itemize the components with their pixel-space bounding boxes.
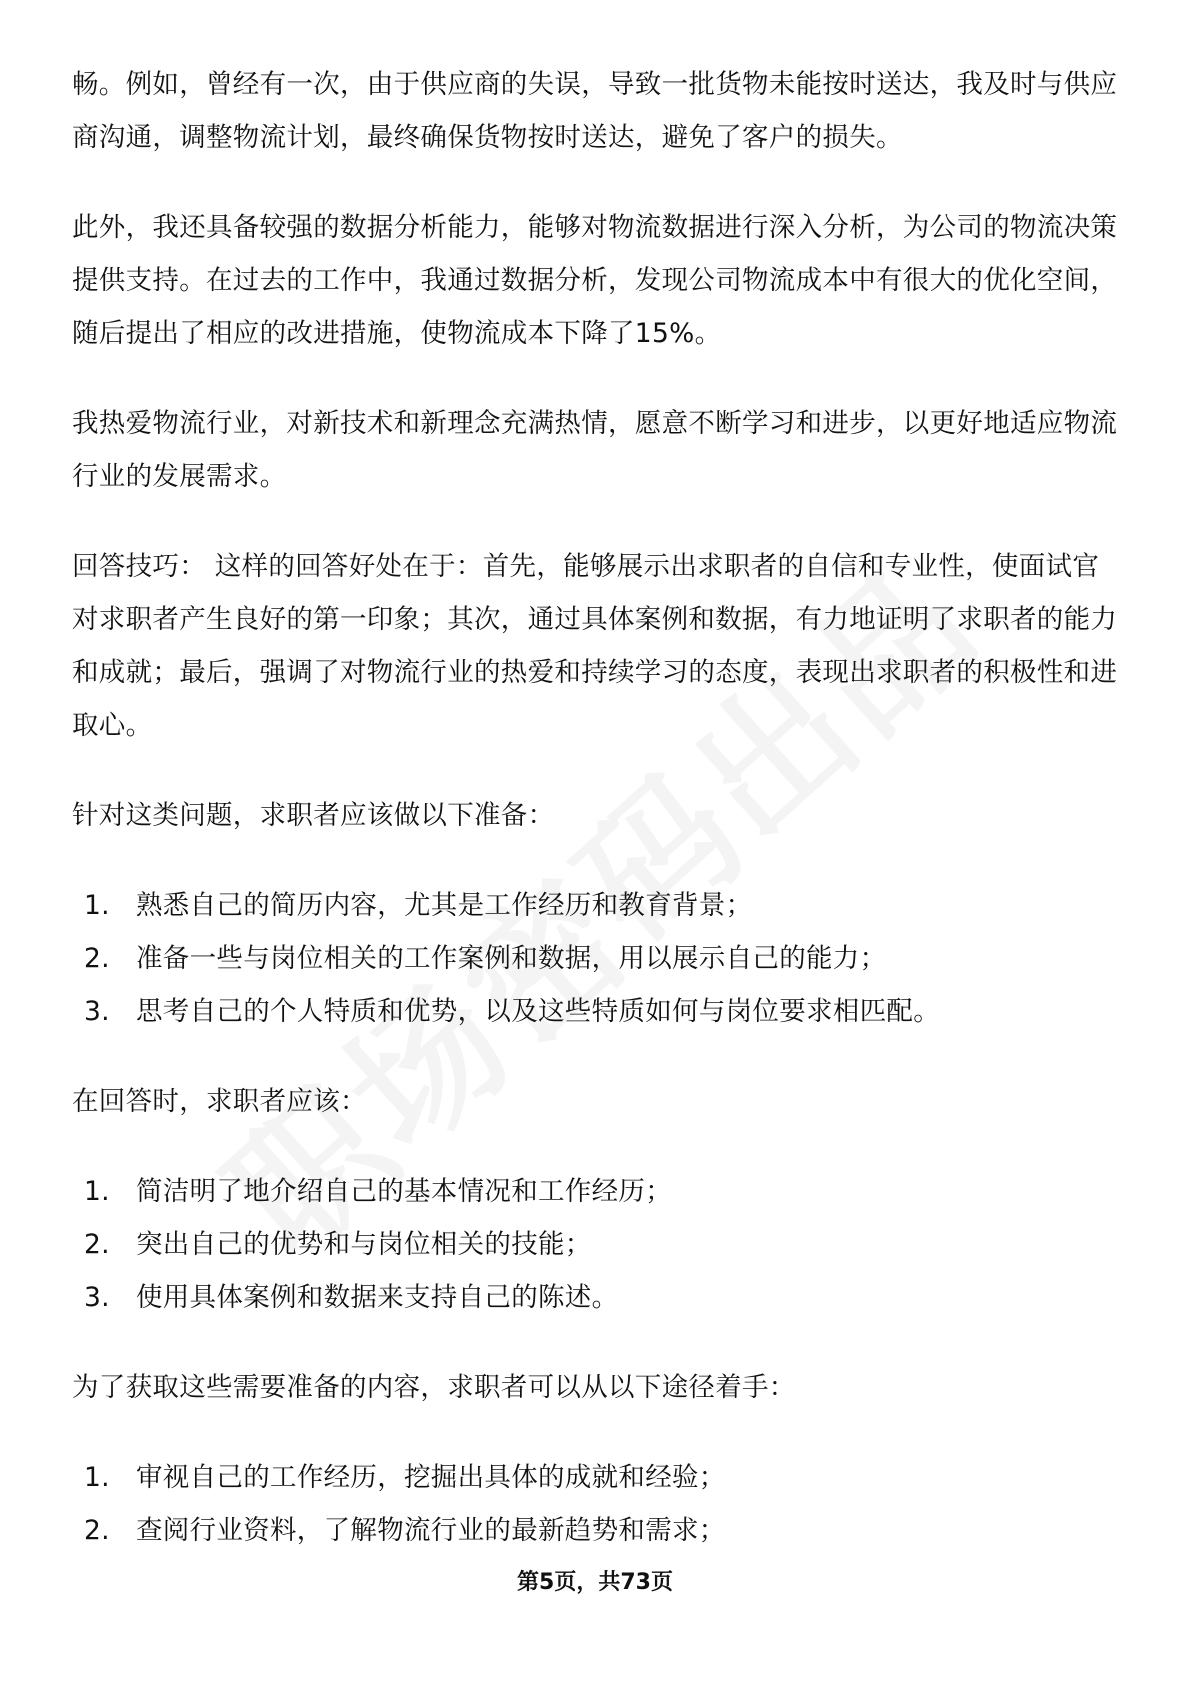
list-number: 2. xyxy=(84,1515,110,1546)
list-text: 突出自己的优势和与岗位相关的技能； xyxy=(136,1229,592,1260)
list-number: 2. xyxy=(84,1229,110,1260)
answer-intro: 在回答时，求职者应该： xyxy=(72,1086,367,1117)
prepare-list xyxy=(72,879,1122,1038)
list-item xyxy=(72,1451,1122,1504)
sources-intro: 为了获取这些需要准备的内容，求职者可以从以下途径着手： xyxy=(72,1372,796,1403)
list-item xyxy=(72,1504,1122,1557)
list-item xyxy=(72,932,1122,985)
paragraph-answer-tips: 回答技巧： 这样的回答好处在于：首先，能够展示出求职者的自信和专业性，使面试官对求职者产生良好的第一印象；其次，通过具体案例和数据，有力地证明了求职者的能力和成就；最后，强调了对物流行业的热爱和持续学习的态度，表现出求职者的积极性和进取心。 xyxy=(72,551,1118,741)
list-number: 2. xyxy=(84,943,110,974)
list-text: 准备一些与岗位相关的工作案例和数据，用以展示自己的能力； xyxy=(136,943,887,974)
list-text: 审视自己的工作经历，挖掘出具体的成就和经验； xyxy=(136,1462,726,1493)
paragraph-continuation: 畅。例如，曾经有一次，由于供应商的失误，导致一批货物未能按时送达，我及时与供应商沟通，调整物流计划，最终确保货物按时送达，避免了客户的损失。 xyxy=(72,69,1118,153)
list-item xyxy=(72,1218,1122,1271)
list-text: 简洁明了地介绍自己的基本情况和工作经历； xyxy=(136,1176,672,1207)
list-number: 1. xyxy=(84,1176,110,1207)
paragraph-data-analysis: 此外，我还具备较强的数据分析能力，能够对物流数据进行深入分析，为公司的物流决策提供支持。在过去的工作中，我通过数据分析，发现公司物流成本中有很大的优化空间，随后提出了相应的改进措施，使物流成本下降了15%。 xyxy=(72,212,1118,349)
prepare-intro: 针对这类问题，求职者应该做以下准备： xyxy=(72,800,555,831)
list-item xyxy=(72,1165,1122,1218)
list-text: 查阅行业资料，了解物流行业的最新趋势和需求； xyxy=(136,1515,726,1546)
list-text: 思考自己的个人特质和优势，以及这些特质如何与岗位要求相匹配。 xyxy=(136,996,940,1027)
list-number: 1. xyxy=(84,1462,110,1493)
page-number-footer: 第5页，共73页 xyxy=(517,1570,673,1595)
paragraph-passion: 我热爱物流行业，对新技术和新理念充满热情，愿意不断学习和进步，以更好地适应物流行业的发展需求。 xyxy=(72,408,1118,492)
list-text: 熟悉自己的简历内容，尤其是工作经历和教育背景； xyxy=(136,890,753,921)
list-number: 3. xyxy=(84,1282,110,1313)
answer-list xyxy=(72,1165,1122,1324)
list-number: 1. xyxy=(84,890,110,921)
list-text: 使用具体案例和数据来支持自己的陈述。 xyxy=(136,1282,619,1313)
list-item xyxy=(72,985,1122,1038)
sources-list xyxy=(72,1451,1122,1557)
document-body xyxy=(72,58,1122,1594)
list-item xyxy=(72,1271,1122,1324)
list-item xyxy=(72,879,1122,932)
list-number: 3. xyxy=(84,996,110,1027)
